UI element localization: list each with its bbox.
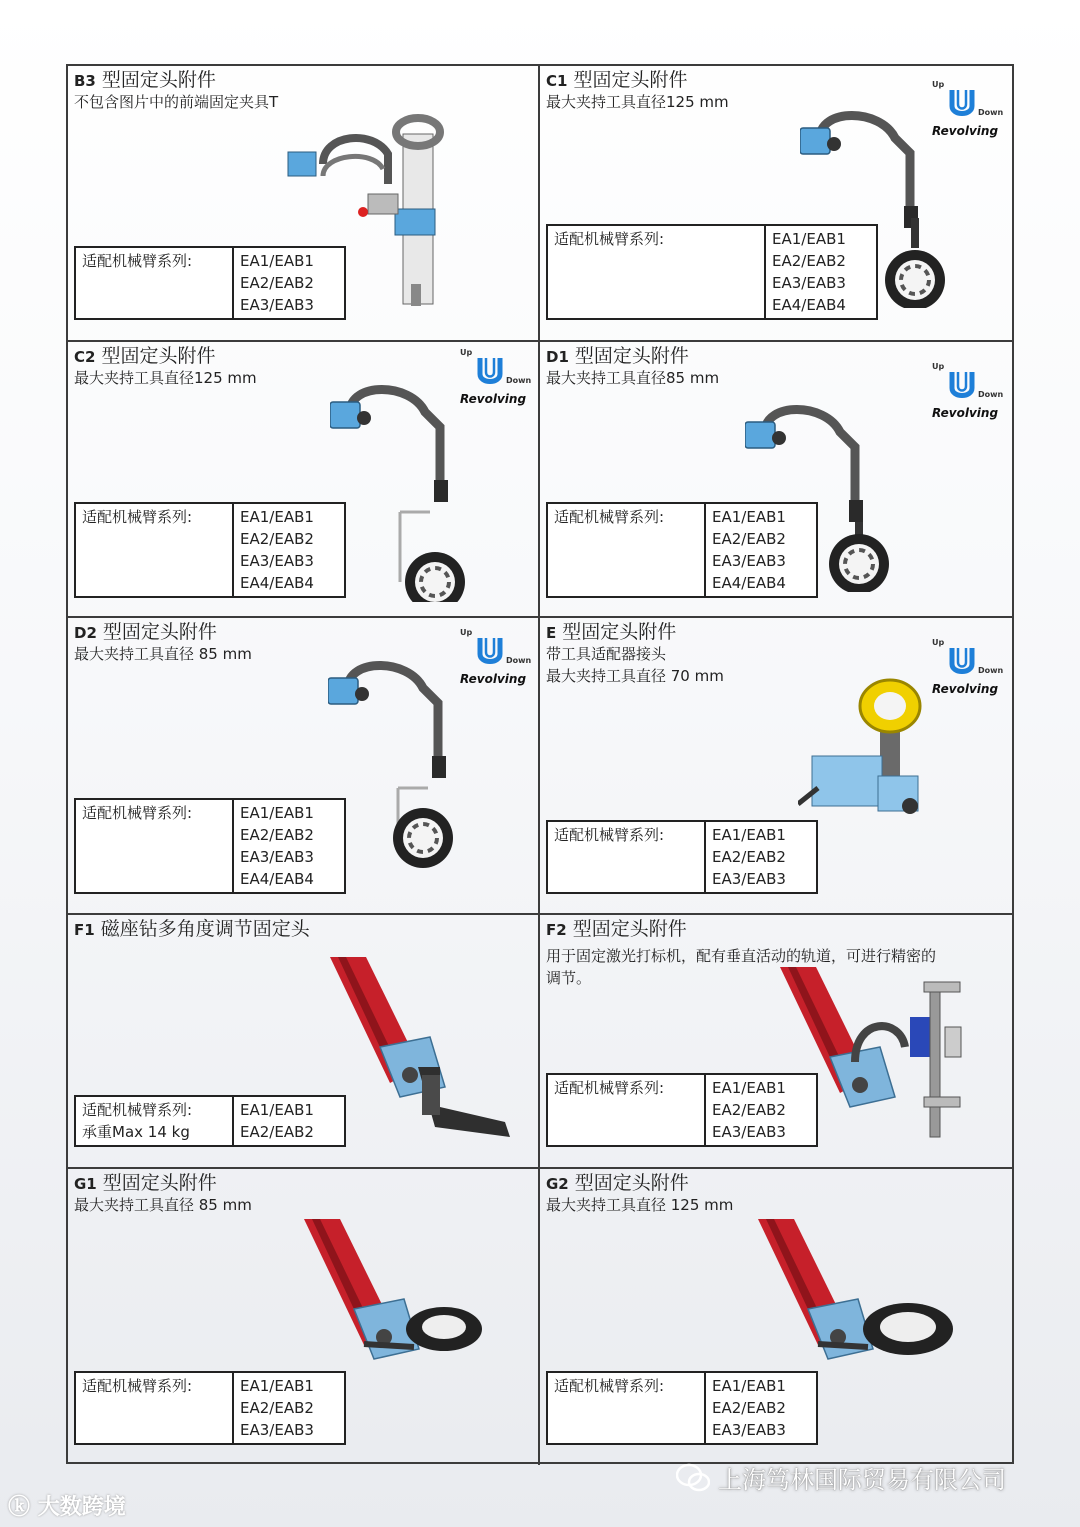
compat-table [74,798,346,894]
cell-title: F1 磁座钻多角度调节固定头 [74,918,310,940]
compat-label: 适配机械臂系列: [76,504,234,596]
compat-label: 适配机械臂系列: [76,800,234,892]
compat-models [234,248,344,318]
model-item: EA3/EAB3 [240,1421,314,1439]
model-item: EA2/EAB2 [240,1399,314,1417]
cell-desc: 最大夹持工具直径 85 mm [74,645,252,663]
compat-label: 适配机械臂系列: [548,226,766,318]
cell-title: F2 型固定头附件 [546,918,687,940]
compat-table [546,1371,818,1445]
compat-table [546,820,818,894]
compat-models [234,800,344,892]
compat-label-text: 适配机械臂系列: [82,1101,193,1119]
model-item: EA1/EAB1 [712,1377,786,1395]
model-item: EA1/EAB1 [772,230,846,248]
model-item: EA3/EAB3 [240,296,314,314]
cell-d1 [540,342,1012,618]
compat-label: 适配机械臂系列: [76,1373,234,1443]
compat-label: 适配机械臂系列: [548,822,706,892]
load-capacity: 承重Max 14 kg [82,1123,190,1141]
compat-models [766,226,876,318]
cell-title: B3 型固定头附件 [74,69,216,91]
c2-product-image [330,382,480,602]
cell-desc: 最大夹持工具直径125 mm [74,369,257,387]
company-name: 上海笃林国际贸易有限公司 [718,1466,1006,1494]
cell-g1 [68,1169,540,1465]
model-item: EA1/EAB1 [240,1377,314,1395]
model-item: EA3/EAB3 [712,870,786,888]
cell-title: D1 型固定头附件 [546,345,689,367]
model-item: EA3/EAB3 [240,552,314,570]
model-item: EA1/EAB1 [712,508,786,526]
accessory-grid [66,64,1014,1464]
cell-desc: 最大夹持工具直径125 mm [546,93,729,111]
cell-e [540,618,1012,915]
brand-logo-icon: ⓚ [8,1495,31,1520]
compat-models [234,504,344,596]
compat-models [706,504,816,596]
model-item: EA3/EAB3 [712,1123,786,1141]
cell-title: G2 型固定头附件 [546,1172,689,1194]
cell-title: E 型固定头附件 [546,621,677,643]
model-item: EA4/EAB4 [240,870,314,888]
model-item: EA2/EAB2 [240,826,314,844]
model-item: EA1/EAB1 [712,826,786,844]
model-item: EA2/EAB2 [712,1101,786,1119]
company-watermark [676,1460,1006,1495]
cell-desc: 用于固定激光打标机，配有垂直活动的轨道，可进行精密的调节。 [546,947,937,987]
cell-title: C1 型固定头附件 [546,69,688,91]
cell-title: D2 型固定头附件 [74,621,217,643]
cell-desc: 带工具适配器接头 [546,645,667,663]
compat-models [706,822,816,892]
model-item: EA2/EAB2 [712,1399,786,1417]
model-item: EA2/EAB2 [240,1123,314,1141]
model-item: EA3/EAB3 [240,848,314,866]
model-item: EA4/EAB4 [772,296,846,314]
f1-product-image [330,957,530,1137]
compat-label: 适配机械臂系列: [548,1373,706,1443]
compat-label: 适配机械臂系列: [76,248,234,318]
model-item: EA3/EAB3 [712,552,786,570]
compat-table [74,1371,346,1445]
revolving-logo: Up Down Revolving [460,628,532,686]
compat-table [74,1095,346,1147]
cell-f2 [540,915,1012,1169]
model-item: EA4/EAB4 [712,574,786,592]
cell-desc: 不包含图片中的前端固定夹具T [74,93,279,111]
compat-label: 适配机械臂系列: [548,1075,706,1145]
cell-desc: 最大夹持工具直径 125 mm [546,1196,734,1214]
e-product-image [798,676,928,826]
compat-table [74,246,346,320]
cell-g2 [540,1169,1012,1465]
compat-models [234,1097,344,1145]
compat-label: 适配机械臂系列: [548,504,706,596]
cell-d2 [68,618,540,915]
model-item: EA2/EAB2 [712,848,786,866]
model-item: EA1/EAB1 [712,1079,786,1097]
cell-desc: 最大夹持工具直径 85 mm [74,1196,252,1214]
model-item: EA2/EAB2 [240,274,314,292]
cell-b3 [68,66,540,342]
revolving-logo: Up Down Revolving [932,80,1004,138]
model-item: EA1/EAB1 [240,508,314,526]
model-item: EA2/EAB2 [712,530,786,548]
cell-desc: 最大夹持工具直径85 mm [546,369,720,387]
d2-product-image [328,658,478,868]
compat-label [76,1097,234,1145]
revolving-logo: Up Down Revolving [932,638,1004,696]
model-item: EA4/EAB4 [240,574,314,592]
cell-title: C2 型固定头附件 [74,345,216,367]
cell-c1 [540,66,1012,342]
model-item: EA3/EAB3 [712,1421,786,1439]
compat-table [546,1073,818,1147]
model-item: EA1/EAB1 [240,252,314,270]
revolving-logo: Up Down Revolving [460,348,532,406]
compat-table [546,224,878,320]
compat-table [546,502,818,598]
model-item: EA2/EAB2 [772,252,846,270]
brand-name: 大数跨境 [37,1495,126,1520]
model-item: EA1/EAB1 [240,1101,314,1119]
model-item: EA3/EAB3 [772,274,846,292]
compat-table [74,502,346,598]
cell-title: G1 型固定头附件 [74,1172,217,1194]
cell-c2 [68,342,540,618]
cell-f1 [68,915,540,1169]
g1-product-image [304,1219,504,1369]
model-item: EA1/EAB1 [240,804,314,822]
brand-watermark [8,1490,126,1521]
compat-models [234,1373,344,1443]
compat-models [706,1075,816,1145]
g2-product-image [758,1219,968,1369]
compat-models [706,1373,816,1443]
wechat-icon [676,1463,710,1493]
model-item: EA2/EAB2 [240,530,314,548]
cell-desc: 最大夹持工具直径 70 mm [546,667,724,685]
revolving-logo: Up Down Revolving [932,362,1004,420]
